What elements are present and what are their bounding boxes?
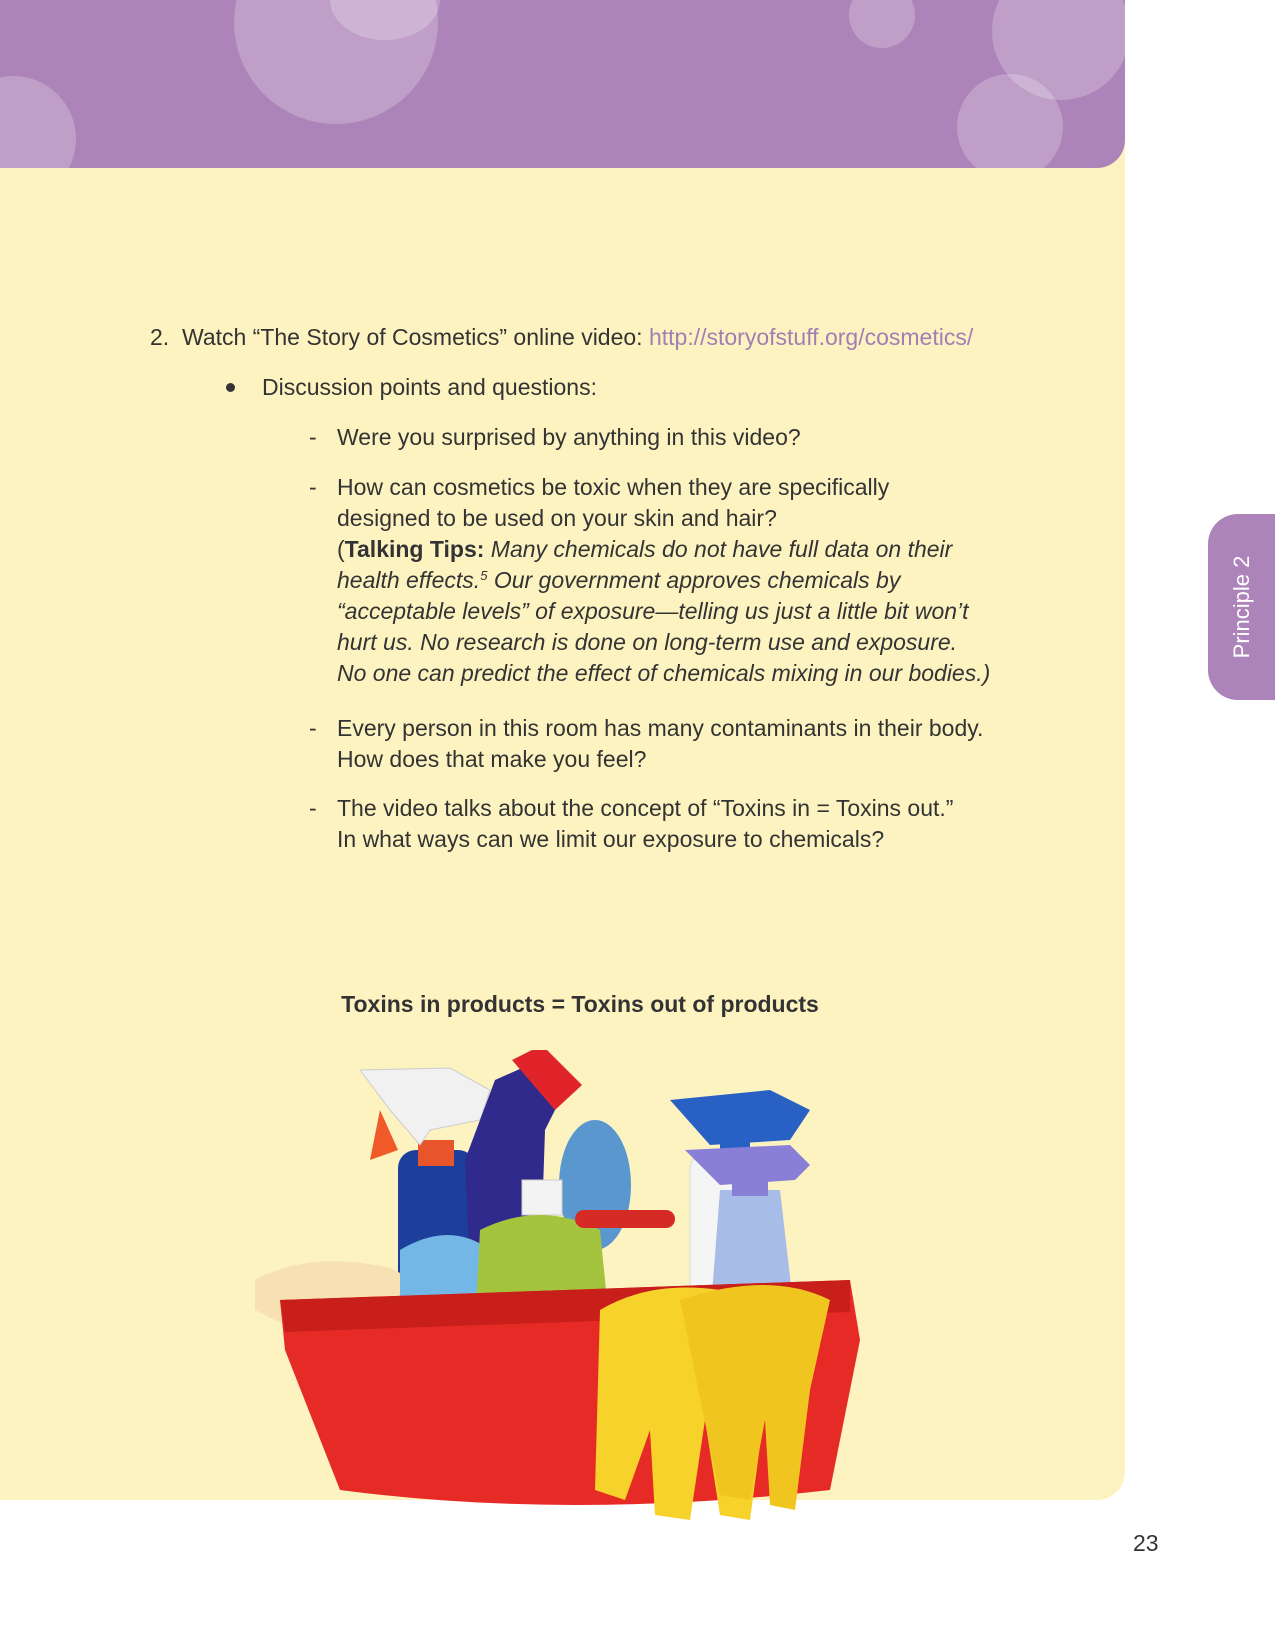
talking-tips	[337, 534, 990, 565]
decorative-bubble	[849, 0, 915, 48]
tips-line: Many chemicals do not have full data on their	[484, 536, 953, 562]
decorative-bubble	[0, 76, 76, 168]
page-number: 23	[1133, 1530, 1159, 1556]
discussion-heading: Discussion points and questions:	[262, 374, 597, 400]
dash-marker: -	[309, 715, 317, 741]
tips-open-paren: (	[337, 536, 345, 562]
question-item	[337, 472, 990, 689]
header-banner	[0, 0, 1125, 168]
section-tab-label: Principle 2	[1228, 555, 1254, 659]
section-tab	[1208, 514, 1275, 700]
tips-text: Our government approves chemicals by	[487, 567, 901, 593]
item-text: Watch “The Story of Cosmetics” online video:	[181, 324, 649, 350]
question-line: designed to be used on your skin and hair?	[337, 505, 777, 531]
image-caption: Toxins in products = Toxins out of products	[341, 991, 819, 1017]
video-link[interactable]: http://storyofstuff.org/cosmetics/	[648, 324, 974, 350]
tips-line: hurt us. No research is done on long-term use and exposure.	[337, 629, 958, 655]
tips-line: No one can predict the effect of chemicals mixing in our bodies.)	[337, 660, 991, 686]
question-line: The video talks about the concept of “Toxins in = Toxins out.”	[337, 795, 954, 821]
talking-tips-label: Talking Tips:	[344, 536, 485, 562]
question-item	[337, 713, 983, 775]
tips-line	[337, 565, 990, 596]
question-item	[337, 422, 801, 453]
question-line: How can cosmetics be toxic when they are specifically	[337, 474, 890, 500]
activity-item	[150, 322, 973, 353]
question-line: Every person in this room has many contaminants in their body.	[337, 715, 984, 741]
cleaning-supplies-illustration	[250, 1050, 910, 1610]
question-line: In what ways can we limit our exposure to chemicals?	[337, 826, 885, 852]
dash-marker: -	[309, 424, 317, 450]
question-item	[337, 793, 953, 855]
footnote-reference: 5	[480, 568, 488, 583]
dash-marker: -	[309, 795, 317, 821]
dash-marker: -	[309, 474, 317, 500]
tips-line: “acceptable levels” of exposure—telling us just a little bit won’t	[337, 598, 969, 624]
question-line: Were you surprised by anything in this video?	[337, 424, 801, 450]
tips-text: health effects.	[337, 567, 481, 593]
question-line: How does that make you feel?	[337, 746, 647, 772]
bullet-icon	[226, 383, 235, 392]
item-number: 2.	[150, 324, 170, 350]
